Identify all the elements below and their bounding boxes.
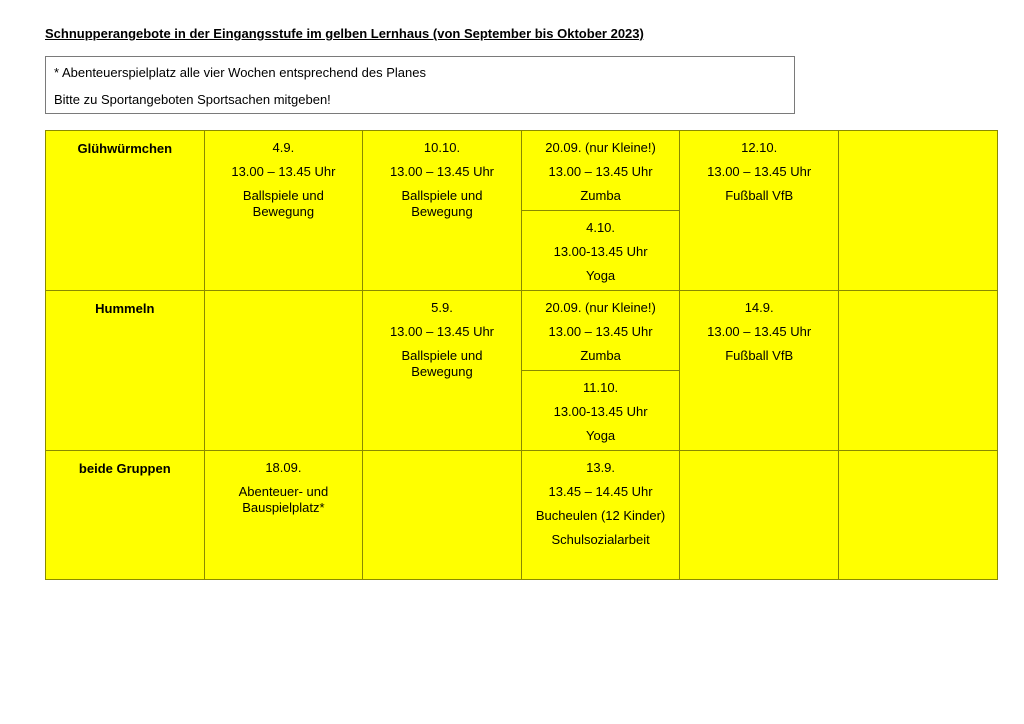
table-row bbox=[46, 291, 998, 371]
cell-date: 4.10. bbox=[586, 220, 616, 235]
document-title: Schnupperangebote in der Eingangsstufe im gelben Lernhaus (von September bis Oktober 2023) bbox=[45, 26, 644, 41]
cell-time: 13.00 – 13.45 Uhr bbox=[389, 324, 495, 339]
cell-date: 4.9. bbox=[272, 140, 295, 155]
cell-date: 11.10. bbox=[582, 380, 619, 395]
cell-activity: Fußball VfB bbox=[725, 188, 794, 203]
note-sports-clothes: Bitte zu Sportangeboten Sportsachen mitgeben! bbox=[54, 92, 331, 107]
cell-date: 5.9. bbox=[431, 300, 453, 315]
cell-time: 13.00-13.45 Uhr bbox=[553, 404, 648, 419]
cell-time: 13.00 – 13.45 Uhr bbox=[707, 164, 812, 179]
schedule-cell-empty bbox=[680, 451, 839, 580]
schedule-cell bbox=[521, 451, 680, 580]
cell-activity: Schulsozialarbeit bbox=[551, 532, 650, 547]
cell-time: 13.00 – 13.45 Uhr bbox=[548, 324, 653, 339]
schedule-cell bbox=[363, 291, 522, 451]
cell-date: 12.10. bbox=[741, 140, 778, 155]
cell-activity: Ballspiele und bbox=[401, 348, 483, 363]
cell-activity: Yoga bbox=[585, 268, 616, 283]
note-adventure-playground: * Abenteuerspielplatz alle vier Wochen entsprechend des Planes bbox=[54, 65, 426, 80]
cell-date: 14.9. bbox=[744, 300, 774, 315]
schedule-cell bbox=[521, 291, 680, 371]
schedule-cell bbox=[521, 211, 680, 291]
cell-activity: Fußball VfB bbox=[725, 348, 794, 363]
group-label-beide-gruppen: beide Gruppen bbox=[46, 451, 205, 580]
schedule-cell bbox=[680, 131, 839, 291]
schedule-cell bbox=[204, 451, 363, 580]
group-label-gluehwuermchen: Glühwürmchen bbox=[46, 131, 205, 291]
cell-activity: Bewegung bbox=[252, 204, 315, 219]
cell-activity: Zumba bbox=[580, 348, 621, 363]
cell-time: 13.00-13.45 Uhr bbox=[553, 244, 648, 259]
schedule-cell bbox=[680, 291, 839, 451]
cell-date: 10.10. bbox=[423, 140, 461, 155]
cell-activity: Abenteuer- und bbox=[238, 484, 329, 499]
table-row bbox=[46, 451, 998, 580]
schedule-cell-empty bbox=[363, 451, 522, 580]
cell-time: 13.45 – 14.45 Uhr bbox=[548, 484, 653, 499]
schedule-cell bbox=[204, 131, 363, 291]
cell-date: 20.09. (nur Kleine!) bbox=[545, 300, 656, 315]
schedule-cell-empty bbox=[838, 131, 997, 291]
cell-time: 13.00 – 13.45 Uhr bbox=[389, 164, 495, 179]
schedule-table bbox=[45, 130, 998, 580]
cell-date: 13.9. bbox=[586, 460, 616, 475]
cell-time: 13.00 – 13.45 Uhr bbox=[548, 164, 653, 179]
schedule-cell-empty bbox=[204, 291, 363, 451]
cell-activity: Bewegung bbox=[411, 204, 473, 219]
schedule-cell bbox=[521, 131, 680, 211]
cell-activity: Bauspielplatz* bbox=[242, 500, 325, 515]
cell-date: 20.09. (nur Kleine!) bbox=[545, 140, 656, 155]
schedule-cell-empty bbox=[838, 291, 997, 451]
schedule-cell bbox=[363, 131, 522, 291]
group-label-hummeln: Hummeln bbox=[46, 291, 205, 451]
notes-box bbox=[45, 56, 795, 114]
table-row bbox=[46, 131, 998, 211]
cell-time: 13.00 – 13.45 Uhr bbox=[231, 164, 336, 179]
cell-time: 13.00 – 13.45 Uhr bbox=[707, 324, 812, 339]
cell-activity: Bewegung bbox=[411, 364, 473, 379]
cell-activity: Ballspiele und bbox=[242, 188, 324, 203]
cell-activity: Bucheulen (12 Kinder) bbox=[535, 508, 666, 523]
cell-date: 18.09. bbox=[265, 460, 302, 475]
schedule-cell bbox=[521, 371, 680, 451]
cell-activity: Ballspiele und bbox=[401, 188, 483, 203]
cell-activity: Zumba bbox=[580, 188, 621, 203]
schedule-cell-empty bbox=[838, 451, 997, 580]
cell-activity: Yoga bbox=[585, 428, 616, 443]
